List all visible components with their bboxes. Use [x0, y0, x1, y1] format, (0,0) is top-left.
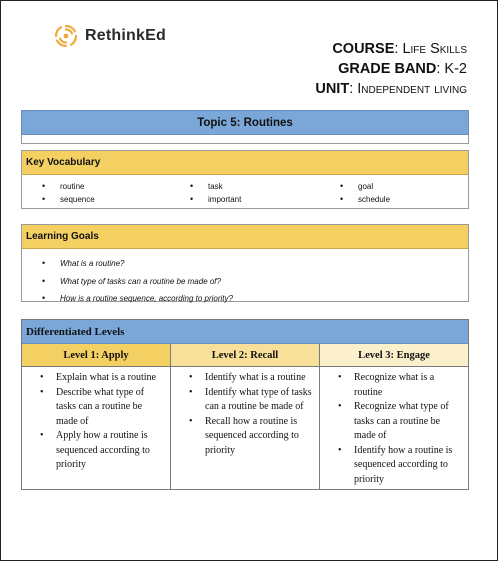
course-meta: [315, 39, 467, 99]
level-2-item: • Identify what type of tasks can a routine be made of: [189, 386, 315, 415]
learning-goal-item: • What is a routine?: [42, 255, 468, 273]
levels-body-row: [22, 367, 468, 490]
level-1-item: • Explain what is a routine: [40, 371, 166, 386]
level-1-header: Level 1: Apply: [22, 344, 171, 366]
level-3-item: • Recognize what is a routine: [338, 371, 464, 400]
learning-goal-item: • How is a routine sequence, according to priority?: [42, 290, 468, 308]
unit-key: UNIT: [315, 81, 350, 97]
level-2-item: • Recall how a routine is sequenced according to priority: [189, 415, 315, 459]
brand-name: RethinkEd: [85, 27, 166, 44]
learning-goal-item: • What type of tasks can a routine be made of?: [42, 273, 468, 291]
level-1-item: • Describe what type of tasks can a routine be made of: [40, 386, 166, 430]
vocabulary-item: • goal: [340, 181, 470, 191]
vocabulary-item: • routine: [42, 181, 190, 191]
level-3-column: [320, 367, 468, 490]
level-3-header: Level 3: Engage: [320, 344, 468, 366]
vocabulary-section: [21, 150, 469, 209]
topic-banner: Topic 5: Routines: [21, 110, 469, 135]
learning-goals-section: [21, 224, 469, 302]
level-1-item: • Apply how a routine is sequenced according to priority: [40, 429, 166, 473]
learning-goals-heading: Learning Goals: [22, 225, 468, 249]
course-line: COURSE: Life Skills: [332, 41, 467, 57]
level-1-column: [22, 367, 171, 490]
level-2-column: [171, 367, 320, 490]
grade-value: K-2: [444, 61, 467, 77]
vocabulary-heading: Key Vocabulary: [22, 151, 468, 175]
vocabulary-list: [22, 175, 468, 204]
level-2-header: Level 2: Recall: [171, 344, 320, 366]
unit-line: UNIT: Independent living: [315, 81, 467, 97]
levels-header-row: [22, 344, 468, 367]
learning-goals-list: [22, 249, 468, 308]
differentiated-levels-heading: Differentiated Levels: [22, 320, 468, 344]
vocabulary-item: • sequence: [42, 194, 190, 204]
level-3-item: • Recognize what type of tasks can a routine be made of: [338, 400, 464, 444]
course-value: Life Skills: [402, 41, 467, 57]
unit-value: Independent living: [357, 81, 467, 97]
sunburst-logo-icon: [53, 23, 79, 49]
level-3-item: • Identify how a routine is sequenced according to priority: [338, 444, 464, 488]
grade-line: GRADE BAND: K-2: [338, 61, 467, 77]
topic-banner-spacer: [21, 135, 469, 144]
vocabulary-item: • important: [190, 194, 340, 204]
vocabulary-item: • task: [190, 181, 340, 191]
level-2-item: • Identify what is a routine: [189, 371, 315, 386]
grade-key: GRADE BAND: [338, 61, 437, 77]
brand-logo: [53, 23, 166, 49]
vocabulary-item: • schedule: [340, 194, 470, 204]
course-key: COURSE: [332, 41, 395, 57]
differentiated-levels-table: [21, 319, 469, 490]
